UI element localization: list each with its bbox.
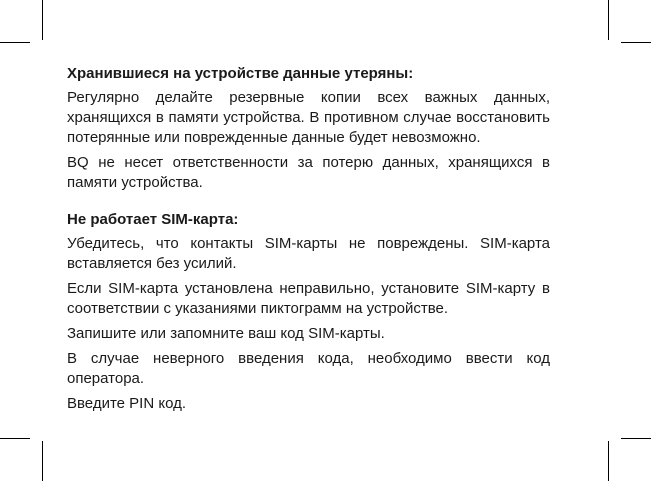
- section-data-lost: [67, 64, 550, 193]
- paragraph: Если SIM-карта установлена неправильно, установите SIM-карту в соответствии с указаниями пиктограмм на устройстве.: [67, 280, 550, 317]
- paragraph: Убедитесь, что контакты SIM-карты не повреждены. SIM-карта вставляется без усилий.: [67, 235, 550, 272]
- crop-mark-bottom-left-vertical: [42, 441, 43, 481]
- document-body: [67, 64, 550, 419]
- crop-mark-top-right-horizontal: [621, 42, 651, 43]
- paragraph: Запишите или запомните ваш код SIM-карты.: [67, 325, 385, 342]
- crop-mark-bottom-right-horizontal: [621, 438, 651, 439]
- crop-mark-top-right-vertical: [608, 0, 609, 40]
- crop-mark-top-left-vertical: [42, 0, 43, 40]
- paragraph: В случае неверного введения кода, необходимо ввести код оператора.: [67, 350, 550, 387]
- section-heading: Хранившиеся на устройстве данные утеряны:: [67, 65, 414, 82]
- crop-mark-bottom-left-horizontal: [0, 438, 30, 439]
- crop-mark-top-left-horizontal: [0, 42, 30, 43]
- section-heading: Не работает SIM-карта:: [67, 211, 239, 228]
- paragraph: BQ не несет ответственности за потерю данных, хранящихся в памяти устройства.: [67, 154, 550, 191]
- crop-mark-bottom-right-vertical: [608, 441, 609, 481]
- section-sim-not-working: [67, 210, 550, 414]
- paragraph: Регулярно делайте резервные копии всех важных данных, хранящихся в памяти устройства. В противном случае восстановить потерянные или поврежденные данные будет невозможно.: [67, 89, 550, 146]
- paragraph: Введите PIN код.: [67, 395, 186, 412]
